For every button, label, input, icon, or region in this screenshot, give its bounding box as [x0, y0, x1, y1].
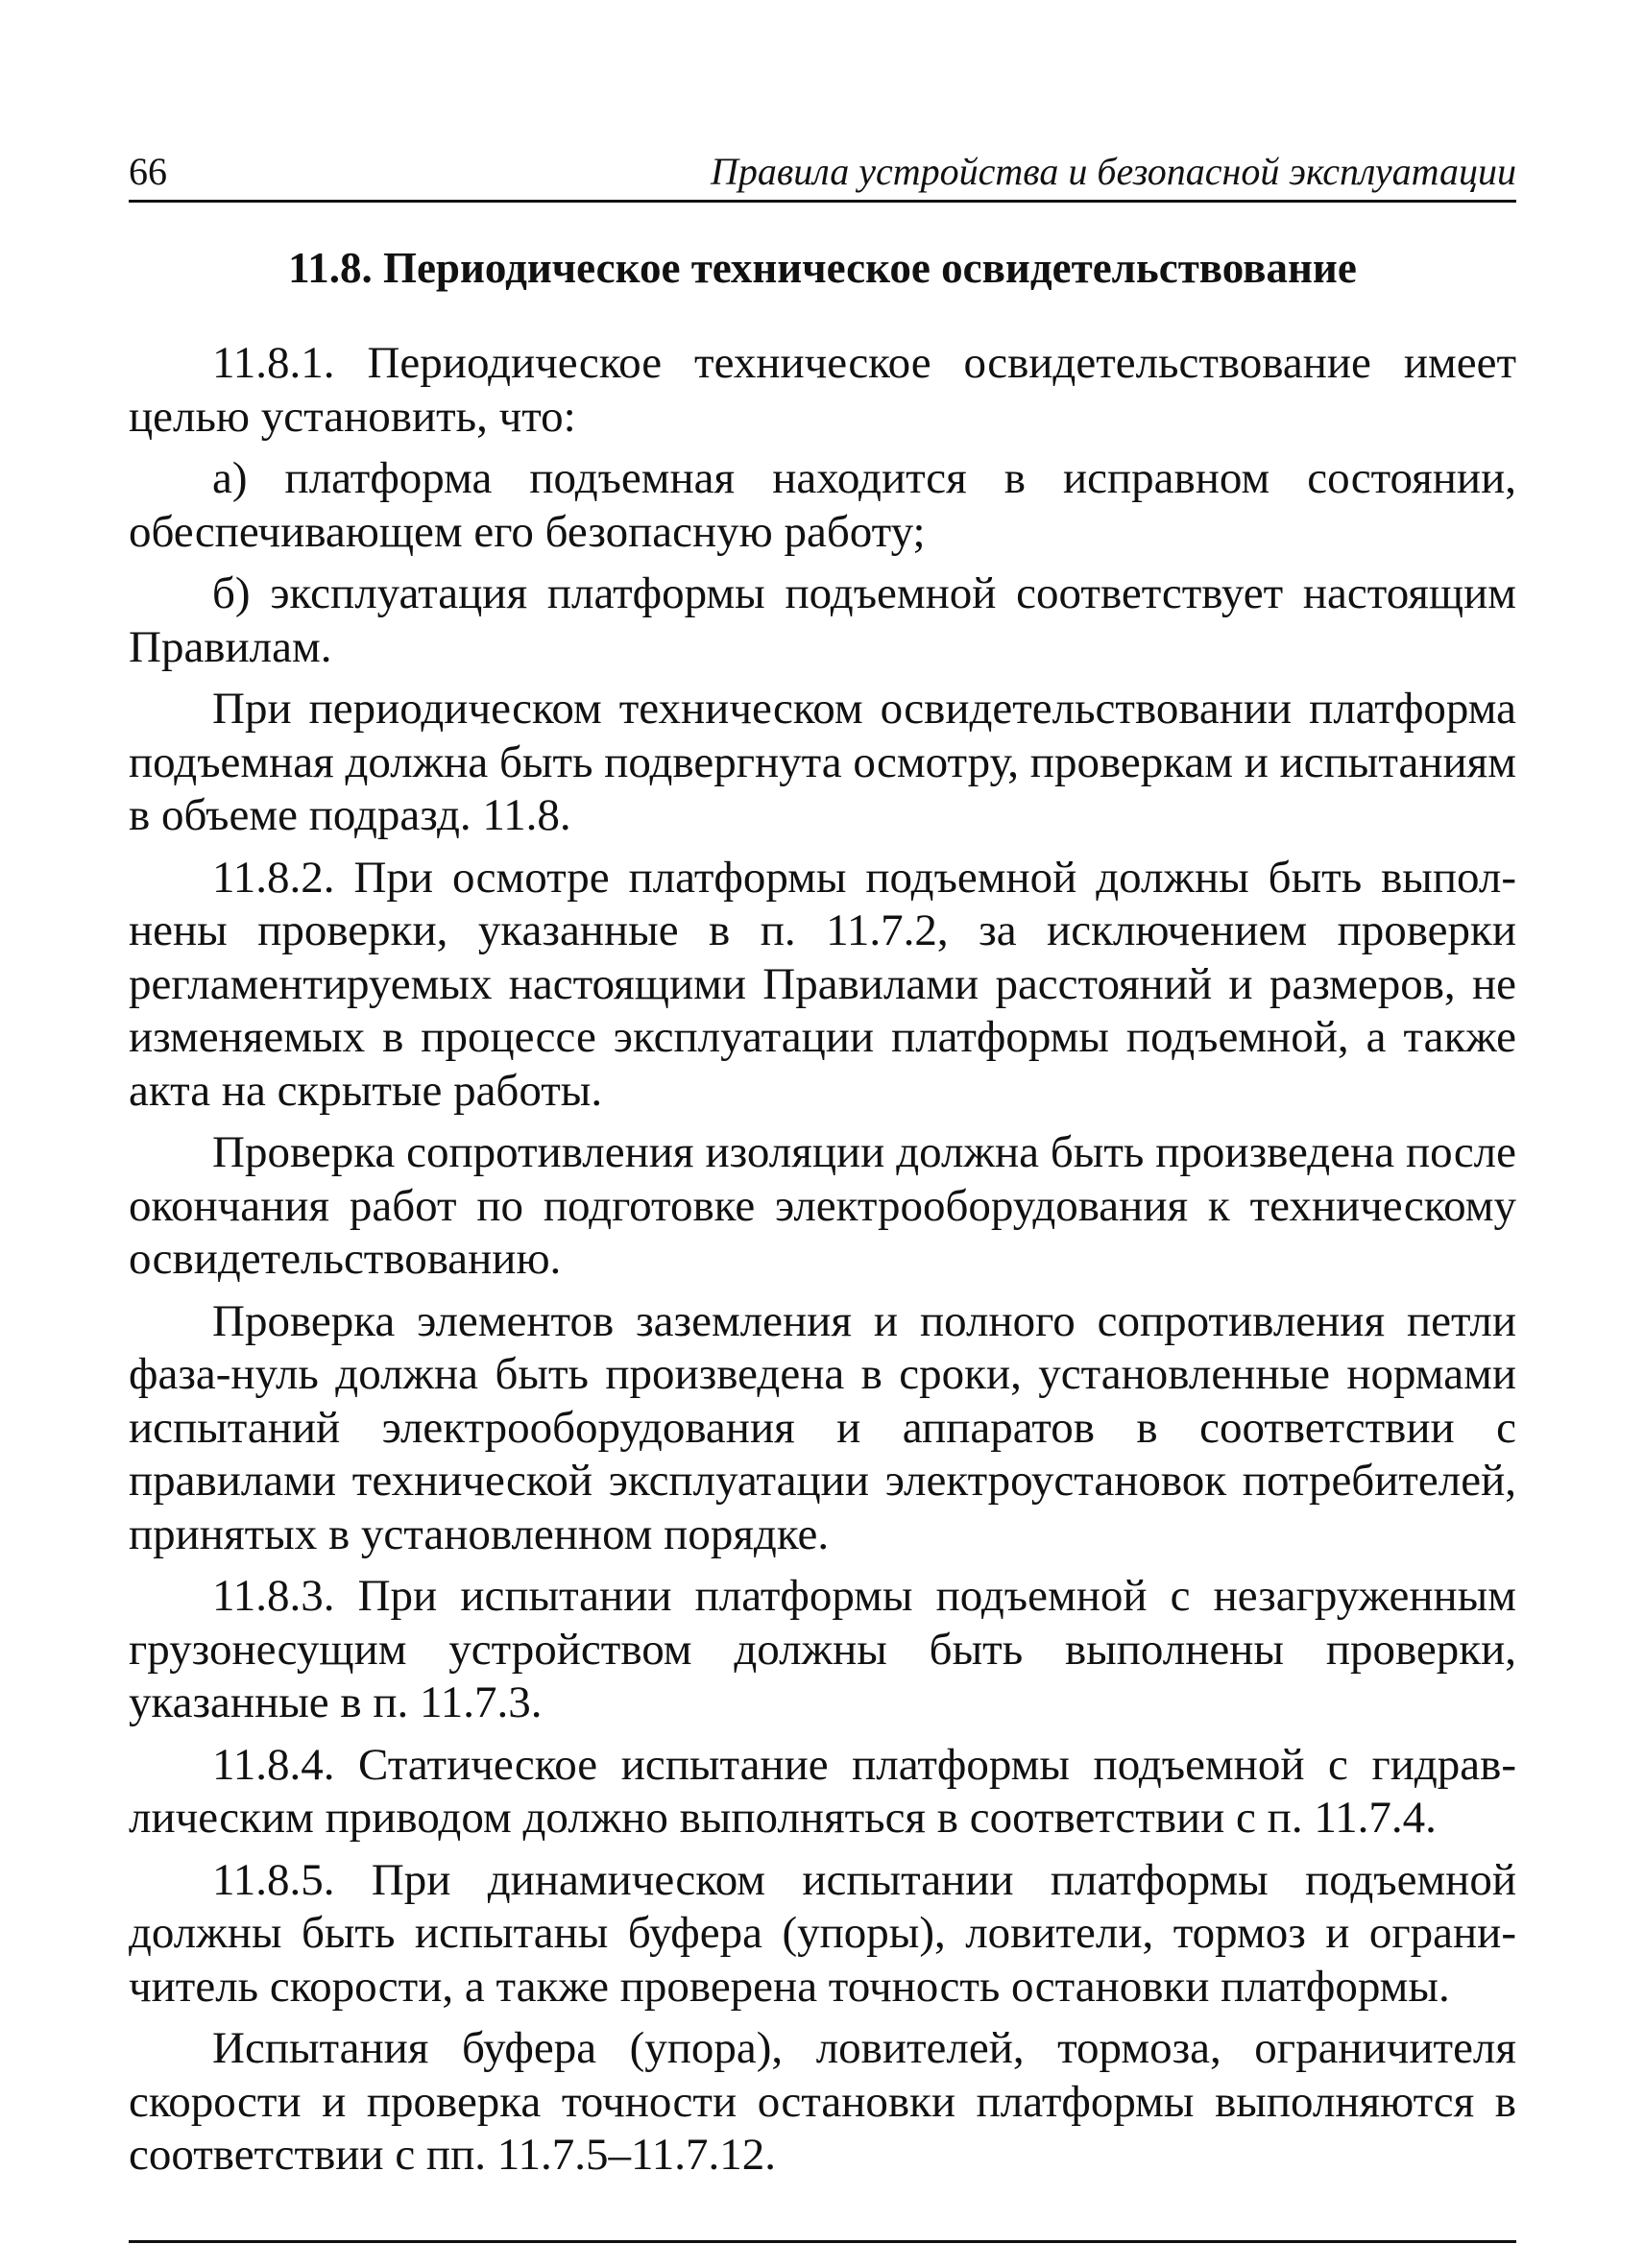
paragraph-insulation-check: Проверка сопротивления изоляции должна быть произведена после окончания работ по подготовке электрооборудования к техническому освидетельствованию.	[129, 1127, 1516, 1284]
page-number: 66	[129, 150, 167, 193]
paragraph-item-b: б) эксплуатация платформы подъемной соответствует настоящим Правилам.	[129, 568, 1516, 672]
paragraph-11-8-1: 11.8.1. Периодическое техническое освидетельствование имеет целью установить, что:	[129, 338, 1516, 442]
paragraph-grounding-check: Проверка элементов заземления и полного сопротивления петли фаза-нуль должна быть произведена в сроки, установленные нормами испытаний электрооборудования и аппаратов в соответствии с правилами технической эксплуатации электроустановок потребителей, принятых в установленном порядке.	[129, 1295, 1516, 1559]
bottom-divider	[129, 2240, 1516, 2243]
running-title: Правила устройства и безопасной эксплуатации	[711, 150, 1516, 193]
section-title: 11.8. Периодическое техническое освидетельствование	[288, 244, 1357, 292]
paragraph-11-8-5: 11.8.5. При динамическом испытании платформы подъемной должны быть испытаны буфера (упоры), ловители, тормоз и ограничитель скорости, а также проверена точность остановки платформы.	[129, 1854, 1516, 2012]
running-header	[129, 144, 1516, 203]
paragraph-buffer-tests: Испытания буфера (упора), ловителей, тормоза, ограничителя скорости и проверка точности остановки платформы выполняются в соответствии с пп. 11.7.5–11.7.12.	[129, 2023, 1516, 2180]
paragraph-11-8-3: 11.8.3. При испытании платформы подъемной с незагруженным грузонесущим устройством должны быть выполнены проверки, указанные в п. 11.7.3.	[129, 1571, 1516, 1727]
document-page	[129, 144, 1516, 2243]
paragraph-inspection-scope: При периодическом техническом освидетельствовании платформа подъемная должна быть подвергнута осмотру, проверкам и испытаниям в объеме подразд. 11.8.	[129, 684, 1516, 840]
paragraph-item-a: а) платформа подъемная находится в исправном состоянии, обеспечивающем его безопасную работу;	[129, 453, 1516, 557]
paragraph-11-8-4: 11.8.4. Статическое испытание платформы подъемной с гидравлическим приводом должно выполняться в соответствии с п. 11.7.4.	[129, 1739, 1516, 1843]
paragraph-11-8-2: 11.8.2. При осмотре платформы подъемной должны быть выполнены проверки, указанные в п. 11.7.2, за исключением проверки регламентируемых настоящими Правилами расстояний и размеров, не изменяемых в процессе эксплуатации платформы подъемной, а также акта на скрытые работы.	[129, 852, 1516, 1116]
